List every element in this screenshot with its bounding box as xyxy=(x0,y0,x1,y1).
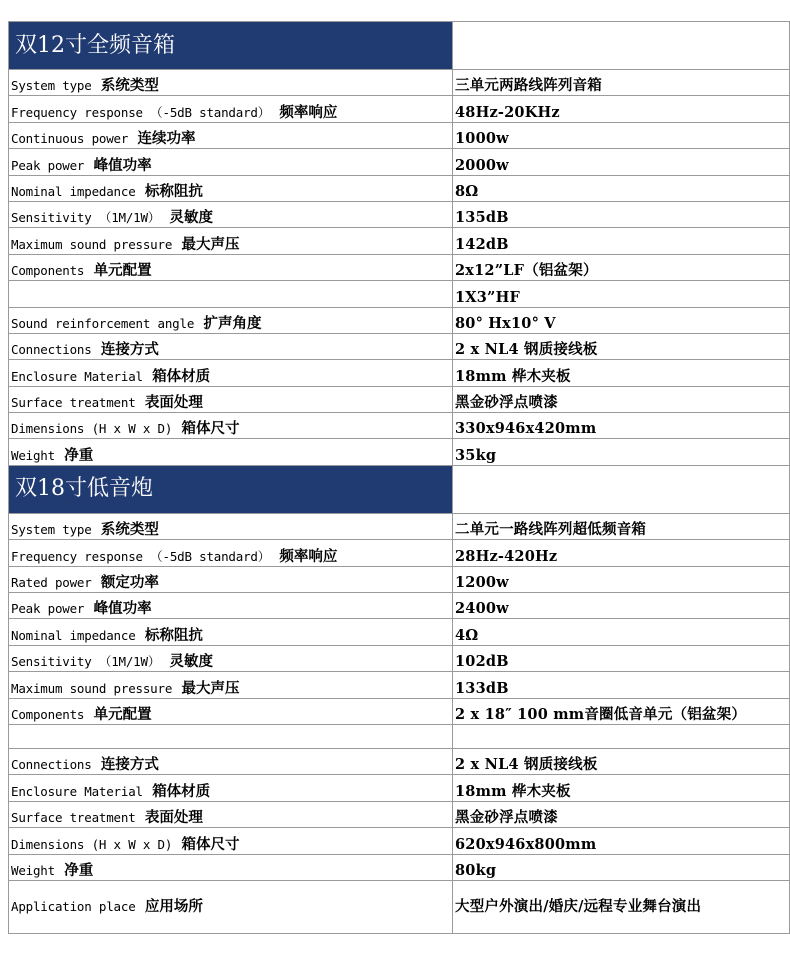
label-en: Nominal impedance xyxy=(11,627,143,643)
label-zh: 连接方式 xyxy=(100,756,159,774)
label-en: Frequency response （-5dB standard） xyxy=(11,104,278,120)
table-row xyxy=(9,748,790,774)
row-value xyxy=(453,228,790,254)
table-row xyxy=(9,540,790,566)
table-row xyxy=(9,775,790,801)
label-zh: 标称阻抗 xyxy=(144,626,203,644)
label-en: Peak power xyxy=(11,157,92,173)
row-label xyxy=(9,880,453,933)
table-row xyxy=(9,672,790,698)
section-header-12inch xyxy=(9,22,790,70)
row-label xyxy=(9,619,453,645)
label-en: Frequency response （-5dB standard） xyxy=(11,548,278,564)
row-label xyxy=(9,828,453,854)
value-text: 102dB xyxy=(455,653,509,671)
label-en: System type xyxy=(11,78,99,94)
table-row xyxy=(9,149,790,175)
label-en: Components xyxy=(11,263,92,279)
row-label xyxy=(9,439,453,465)
label-en: Rated power xyxy=(11,575,99,591)
value-text: 18mm 桦木夹板 xyxy=(455,782,571,800)
row-label xyxy=(9,748,453,774)
row-label xyxy=(9,593,453,619)
value-text: 48Hz-20KHz xyxy=(455,103,560,121)
label-en: Nominal impedance xyxy=(11,183,143,199)
table-row xyxy=(9,724,790,748)
label-zh: 最大声压 xyxy=(181,235,240,253)
value-text: 2x12”LF（铝盆架） xyxy=(455,262,598,280)
value-text: 三单元两路线阵列音箱 xyxy=(455,77,602,95)
label-en: Application place xyxy=(11,898,143,914)
table-row xyxy=(9,619,790,645)
label-zh: 扩声角度 xyxy=(203,314,262,332)
label-en: Continuous power xyxy=(11,131,136,147)
row-value xyxy=(453,254,790,280)
label-zh: 频率响应 xyxy=(279,103,338,121)
row-label xyxy=(9,386,453,412)
label-zh: 箱体尺寸 xyxy=(181,420,240,438)
row-value xyxy=(453,698,790,724)
row-label xyxy=(9,645,453,671)
label-zh: 单元配置 xyxy=(93,262,152,280)
row-label xyxy=(9,566,453,592)
row-label xyxy=(9,228,453,254)
label-en: Surface treatment xyxy=(11,810,143,826)
table-row xyxy=(9,201,790,227)
row-label xyxy=(9,281,453,307)
section-header-blank xyxy=(453,465,790,513)
label-zh: 箱体尺寸 xyxy=(181,835,240,853)
row-label xyxy=(9,801,453,827)
label-zh: 频率响应 xyxy=(279,547,338,565)
label-en: Enclosure Material xyxy=(11,368,151,384)
row-value xyxy=(453,645,790,671)
row-label xyxy=(9,513,453,539)
row-value xyxy=(453,281,790,307)
row-value xyxy=(453,333,790,359)
table-row xyxy=(9,413,790,439)
label-zh: 应用场所 xyxy=(144,897,203,915)
row-value xyxy=(453,149,790,175)
row-value xyxy=(453,70,790,96)
label-zh: 净重 xyxy=(64,446,94,464)
label-en: Maximum sound pressure xyxy=(11,236,180,252)
value-text: 8Ω xyxy=(455,182,479,200)
table-row xyxy=(9,96,790,122)
table-row xyxy=(9,228,790,254)
row-value xyxy=(453,439,790,465)
table-row xyxy=(9,513,790,539)
row-value xyxy=(453,96,790,122)
value-text: 2000w xyxy=(455,156,509,174)
row-label xyxy=(9,201,453,227)
label-zh: 系统类型 xyxy=(100,77,159,95)
table-row xyxy=(9,698,790,724)
section-header-blank xyxy=(453,22,790,70)
row-value xyxy=(453,513,790,539)
row-value xyxy=(453,122,790,148)
label-zh: 系统类型 xyxy=(100,521,159,539)
table-row xyxy=(9,566,790,592)
label-en: Weight xyxy=(11,447,63,463)
row-label xyxy=(9,175,453,201)
label-en: Peak power xyxy=(11,601,92,617)
row-value xyxy=(453,854,790,880)
table-row xyxy=(9,645,790,671)
row-value xyxy=(453,593,790,619)
label-en: Connections xyxy=(11,342,99,358)
value-text: 35kg xyxy=(455,446,497,464)
value-text: 黑金砂浮点喷漆 xyxy=(455,809,558,827)
table-row xyxy=(9,254,790,280)
table-row xyxy=(9,854,790,880)
row-label xyxy=(9,775,453,801)
label-zh: 净重 xyxy=(64,861,94,879)
label-zh: 单元配置 xyxy=(93,705,152,723)
label-en: Connections xyxy=(11,757,99,773)
row-label xyxy=(9,307,453,333)
table-row xyxy=(9,439,790,465)
label-zh: 峰值功率 xyxy=(93,156,152,174)
row-label xyxy=(9,672,453,698)
row-label xyxy=(9,724,453,748)
table-row xyxy=(9,880,790,933)
row-value xyxy=(453,801,790,827)
row-value xyxy=(453,775,790,801)
value-text: 2 x NL4 钢质接线板 xyxy=(455,756,598,774)
row-value xyxy=(453,880,790,933)
value-text: 大型户外演出/婚庆/远程专业舞台演出 xyxy=(455,897,702,915)
label-zh: 灵敏度 xyxy=(169,653,213,671)
value-text: 330x946x420mm xyxy=(455,420,597,438)
value-text: 133dB xyxy=(455,679,509,697)
value-text: 142dB xyxy=(455,235,509,253)
row-label xyxy=(9,413,453,439)
row-label xyxy=(9,540,453,566)
row-value xyxy=(453,828,790,854)
label-zh: 连接方式 xyxy=(100,341,159,359)
row-value xyxy=(453,307,790,333)
label-zh: 峰值功率 xyxy=(93,600,152,618)
value-text: 1200w xyxy=(455,574,509,592)
value-text: 黑金砂浮点喷漆 xyxy=(455,394,558,412)
row-value xyxy=(453,413,790,439)
row-value xyxy=(453,566,790,592)
row-label xyxy=(9,360,453,386)
value-text: 620x946x800mm xyxy=(455,835,597,853)
value-text: 1000w xyxy=(455,130,509,148)
value-text: 2400w xyxy=(455,600,509,618)
row-value xyxy=(453,175,790,201)
label-zh: 箱体材质 xyxy=(152,782,211,800)
label-zh: 额定功率 xyxy=(100,574,159,592)
label-en: Sound reinforcement angle xyxy=(11,315,202,331)
table-row xyxy=(9,122,790,148)
label-zh: 箱体材质 xyxy=(152,367,211,385)
table-row xyxy=(9,360,790,386)
table-row xyxy=(9,281,790,307)
row-label xyxy=(9,149,453,175)
row-value xyxy=(453,724,790,748)
table-row xyxy=(9,828,790,854)
value-text: 18mm 桦木夹板 xyxy=(455,367,571,385)
table-row xyxy=(9,801,790,827)
row-value xyxy=(453,386,790,412)
label-zh: 表面处理 xyxy=(144,809,203,827)
row-value xyxy=(453,672,790,698)
row-value xyxy=(453,201,790,227)
value-text: 28Hz-420Hz xyxy=(455,547,558,565)
label-zh: 最大声压 xyxy=(181,679,240,697)
label-zh: 连续功率 xyxy=(137,130,196,148)
table-row xyxy=(9,386,790,412)
value-text: 2 x NL4 钢质接线板 xyxy=(455,341,598,359)
row-label xyxy=(9,854,453,880)
row-label xyxy=(9,70,453,96)
value-text: 80kg xyxy=(455,861,497,879)
label-en: Weight xyxy=(11,862,63,878)
label-en: Surface treatment xyxy=(11,395,143,411)
row-value xyxy=(453,748,790,774)
row-value xyxy=(453,540,790,566)
label-en: Dimensions (H x W x D) xyxy=(11,836,180,852)
label-en: Dimensions (H x W x D) xyxy=(11,421,180,437)
label-en: Maximum sound pressure xyxy=(11,680,180,696)
label-en: Enclosure Material xyxy=(11,783,151,799)
table-row xyxy=(9,175,790,201)
table-row xyxy=(9,593,790,619)
value-text: 1X3”HF xyxy=(455,288,520,306)
section-header-18inch xyxy=(9,465,790,513)
row-value xyxy=(453,619,790,645)
table-row xyxy=(9,307,790,333)
label-en: System type xyxy=(11,522,99,538)
row-label xyxy=(9,698,453,724)
label-zh: 灵敏度 xyxy=(169,209,213,227)
value-text: 4Ω xyxy=(455,626,479,644)
value-text: 135dB xyxy=(455,209,509,227)
value-text: 80° Hx10° V xyxy=(455,314,556,332)
label-en: Components xyxy=(11,706,92,722)
label-en: Sensitivity （1M/1W） xyxy=(11,654,168,670)
table-row xyxy=(9,70,790,96)
row-label xyxy=(9,333,453,359)
section-title: 双18寸低音炮 xyxy=(9,465,453,513)
row-label xyxy=(9,122,453,148)
label-zh: 表面处理 xyxy=(144,394,203,412)
row-label xyxy=(9,254,453,280)
section-title: 双12寸全频音箱 xyxy=(9,22,453,70)
row-value xyxy=(453,360,790,386)
spec-table xyxy=(8,21,790,934)
row-label xyxy=(9,96,453,122)
label-zh: 标称阻抗 xyxy=(144,182,203,200)
value-text: 二单元一路线阵列超低频音箱 xyxy=(455,521,647,539)
label-en: Sensitivity （1M/1W） xyxy=(11,210,168,226)
table-row xyxy=(9,333,790,359)
value-text: 2 x 18″ 100 mm音圈低音单元（铝盆架） xyxy=(455,705,747,723)
